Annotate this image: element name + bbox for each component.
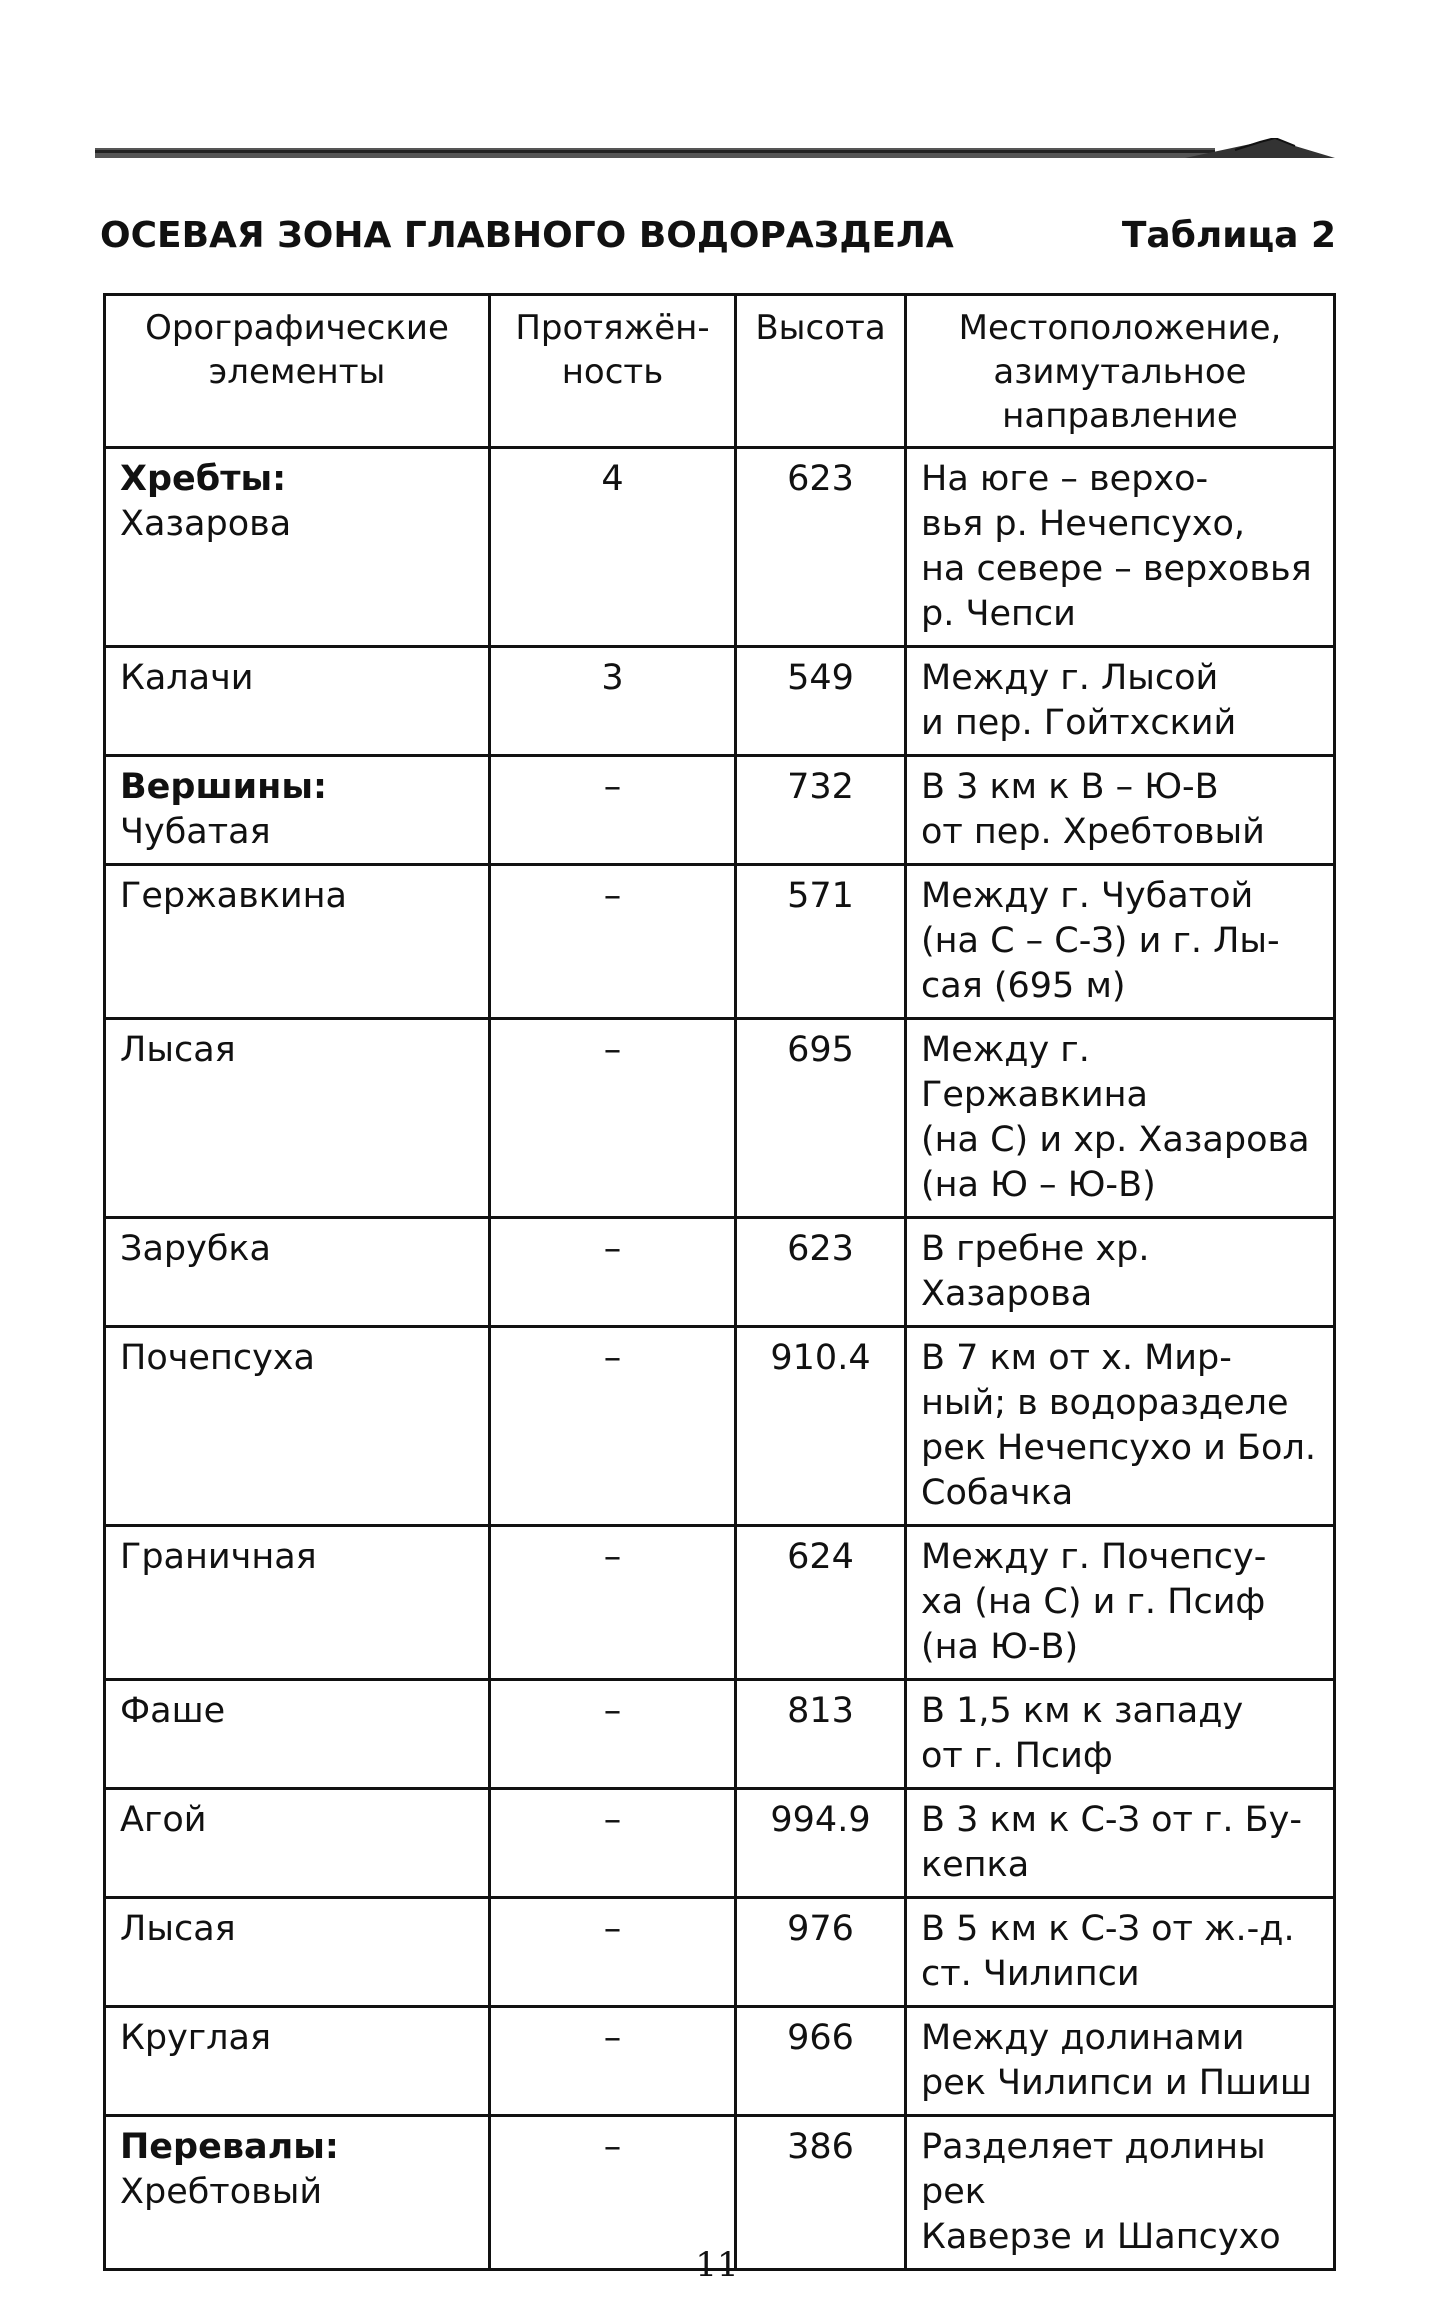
header-line: Местоположение, (958, 308, 1282, 348)
element-name: Граничная (120, 1537, 317, 1577)
element-name-cell (105, 1218, 490, 1327)
element-name: Гержавкина (120, 876, 347, 916)
location-line: (на Ю – Ю-В) (921, 1165, 1156, 1205)
table-row (105, 1789, 1335, 1898)
location-line: Между долинами (921, 2018, 1245, 2058)
orography-table-container (103, 293, 1333, 2271)
location-line: вья р. Нечепсухо, (921, 504, 1246, 544)
element-name-cell (105, 1789, 490, 1898)
location-line: Между г. Лысой (921, 658, 1219, 698)
location-line: рек Нечепсухо и Бол. (921, 1428, 1316, 1468)
location-line: В 1,5 км к западу (921, 1691, 1244, 1731)
location-cell (906, 1218, 1335, 1327)
height-cell: 813 (736, 1680, 906, 1789)
element-name-cell (105, 448, 490, 647)
location-cell (906, 1019, 1335, 1218)
table-row (105, 1898, 1335, 2007)
table-row (105, 1327, 1335, 1526)
location-line: В 3 км к С-З от г. Бу- (921, 1800, 1303, 1840)
table-label: Таблица 2 (1121, 215, 1336, 256)
element-name: Калачи (120, 658, 254, 698)
length-cell: – (490, 1898, 736, 2007)
group-label: Вершины: (120, 767, 327, 807)
element-name-cell (105, 756, 490, 865)
group-label: Перевалы: (120, 2127, 339, 2167)
location-line: На юге – верхо- (921, 459, 1209, 499)
header-line: азимутальное (993, 352, 1247, 392)
header-line: направление (1002, 396, 1238, 436)
location-line: ст. Чилипси (921, 1954, 1140, 1994)
length-cell: – (490, 2007, 736, 2116)
table-row (105, 756, 1335, 865)
element-name-cell (105, 1327, 490, 1526)
element-name-cell (105, 1898, 490, 2007)
location-line: (на Ю-В) (921, 1627, 1079, 1667)
height-cell: 994.9 (736, 1789, 906, 1898)
length-cell: – (490, 2116, 736, 2270)
length-cell: – (490, 756, 736, 865)
height-cell: 976 (736, 1898, 906, 2007)
page-title: ОСЕВАЯ ЗОНА ГЛАВНОГО ВОДОРАЗДЕЛА (100, 215, 954, 256)
table-row (105, 1218, 1335, 1327)
table-row (105, 1019, 1335, 1218)
element-name: Фаше (120, 1691, 226, 1731)
location-line: В 7 км от х. Мир- (921, 1338, 1232, 1378)
location-line: ха (на С) и г. Псиф (921, 1582, 1266, 1622)
location-line: р. Чепси (921, 594, 1076, 634)
location-line: В 5 км к С-З от ж.-д. (921, 1909, 1295, 1949)
height-cell: 624 (736, 1526, 906, 1680)
location-cell (906, 1680, 1335, 1789)
location-line: и пер. Гойтхский (921, 703, 1237, 743)
location-line: на севере – верховья (921, 549, 1312, 589)
location-line: В 3 км к В – Ю-В (921, 767, 1219, 807)
height-cell: 910.4 (736, 1327, 906, 1526)
location-cell (906, 1898, 1335, 2007)
table-row (105, 1526, 1335, 1680)
location-line: ный; в водоразделе (921, 1383, 1289, 1423)
mountain-rule-icon (95, 138, 1335, 162)
height-cell: 695 (736, 1019, 906, 1218)
element-name: Почепсуха (120, 1338, 315, 1378)
element-name: Круглая (120, 2018, 272, 2058)
table-header-row (105, 295, 1335, 448)
location-cell (906, 1327, 1335, 1526)
location-cell (906, 647, 1335, 756)
location-line: сая (695 м) (921, 966, 1126, 1006)
table-header (105, 295, 1335, 448)
length-cell: – (490, 1789, 736, 1898)
height-cell: 966 (736, 2007, 906, 2116)
table-row (105, 1680, 1335, 1789)
table-row (105, 647, 1335, 756)
orography-table (103, 293, 1336, 2271)
group-label: Хребты: (120, 459, 287, 499)
length-cell: – (490, 1218, 736, 1327)
location-cell (906, 865, 1335, 1019)
length-cell: 3 (490, 647, 736, 756)
location-cell (906, 756, 1335, 865)
header-line: Высота (755, 308, 886, 348)
height-cell: 549 (736, 647, 906, 756)
location-line: Каверзе и Шапсухо (921, 2217, 1281, 2257)
location-line: Между г. Чубатой (921, 876, 1254, 916)
header-line: ность (561, 352, 664, 392)
element-name-cell (105, 1526, 490, 1680)
element-name: Лысая (120, 1030, 236, 1070)
length-cell: – (490, 1526, 736, 1680)
column-header-location (906, 295, 1335, 448)
column-header-elements (105, 295, 490, 448)
element-name-cell (105, 1019, 490, 1218)
location-line: Между г. Почепсу- (921, 1537, 1267, 1577)
location-line: В гребне хр. Хазарова (921, 1229, 1150, 1314)
location-cell (906, 1526, 1335, 1680)
length-cell: – (490, 1019, 736, 1218)
table-body (105, 448, 1335, 2270)
element-name: Лысая (120, 1909, 236, 1949)
length-cell: – (490, 1327, 736, 1526)
location-line: Разделяет долины рек (921, 2127, 1266, 2212)
element-name-cell (105, 1680, 490, 1789)
height-cell: 623 (736, 448, 906, 647)
element-name-cell (105, 2007, 490, 2116)
table-row (105, 865, 1335, 1019)
location-line: Собачка (921, 1473, 1074, 1513)
height-cell: 571 (736, 865, 906, 1019)
header-line: Орографические (145, 308, 449, 348)
table-row (105, 2007, 1335, 2116)
page-number: 11 (695, 2245, 739, 2285)
column-header-length (490, 295, 736, 448)
element-name-cell (105, 647, 490, 756)
location-line: кепка (921, 1845, 1030, 1885)
location-line: от пер. Хребтовый (921, 812, 1265, 852)
element-name: Чубатая (120, 812, 271, 852)
location-line: (на С – С-З) и г. Лы- (921, 921, 1280, 961)
element-name: Хребтовый (120, 2172, 323, 2212)
table-row (105, 448, 1335, 647)
height-cell: 732 (736, 756, 906, 865)
location-cell (906, 1789, 1335, 1898)
column-header-height (736, 295, 906, 448)
element-name: Агой (120, 1800, 207, 1840)
element-name: Хазарова (120, 504, 292, 544)
length-cell: – (490, 865, 736, 1019)
length-cell: – (490, 1680, 736, 1789)
location-cell (906, 2007, 1335, 2116)
element-name-cell (105, 865, 490, 1019)
location-cell (906, 448, 1335, 647)
height-cell: 386 (736, 2116, 906, 2270)
location-line: рек Чилипси и Пшиш (921, 2063, 1312, 2103)
location-line: (на С) и хр. Хазарова (921, 1120, 1310, 1160)
height-cell: 623 (736, 1218, 906, 1327)
length-cell: 4 (490, 448, 736, 647)
element-name: Зарубка (120, 1229, 271, 1269)
location-line: от г. Псиф (921, 1736, 1113, 1776)
location-line: Между г. Гержавкина (921, 1030, 1148, 1115)
header-line: Протяжён- (515, 308, 710, 348)
header-line: элементы (208, 352, 386, 392)
